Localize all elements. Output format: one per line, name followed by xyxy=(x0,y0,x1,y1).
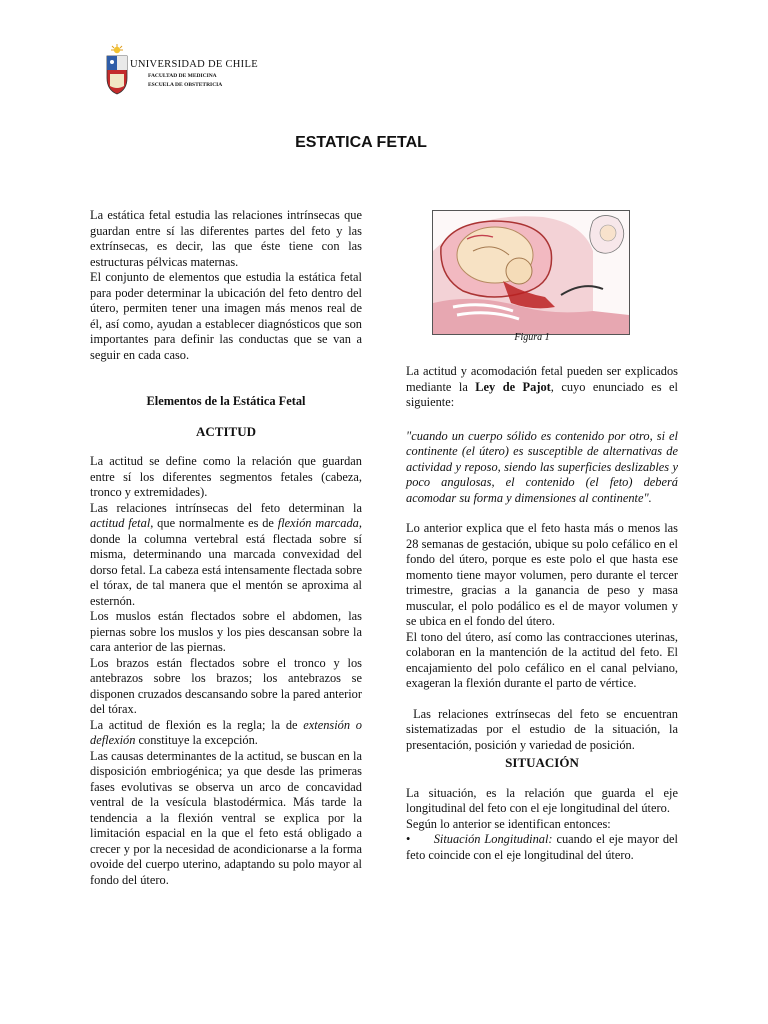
situacion-longitudinal-item xyxy=(406,832,678,863)
pajot-text-a: La actitud y acomodación fetal pueden ser explicados mediante la xyxy=(406,364,678,394)
school-name: ESCUELA DE OBSTETRICIA xyxy=(148,82,223,88)
actitud-2-text-c: , que normalmente es de xyxy=(150,516,278,530)
figure-caption: Figura 1 xyxy=(514,332,550,343)
elements-heading: Elementos de la Estática Fetal xyxy=(146,394,306,408)
tono-paragraph: El tono del útero, así como las contracciones uterinas, colaboran en la mantención de la actitud del feto. El encajamiento del polo cefálico en el canal pelviano, exageran la flexión durante el parto de vértice. xyxy=(406,629,678,690)
situacion-longitudinal-text: cuando el eje mayor del feto coincide con el eje longitudinal del útero. xyxy=(406,832,678,862)
situacion-paragraph-1: La situación, es la relación que guarda el eje longitudinal del feto con el eje longitudinal del útero. xyxy=(406,785,678,815)
intro-paragraph-2: El conjunto de elementos que estudia la estática fetal para poder determinar la ubicación del feto dentro del útero, permiten tener una imagen más menos real de él, así como, ayudan a establecer diagnósticos que son importantes para definir las conductas que se van a seguir en cada caso. xyxy=(90,270,362,362)
extension-deflexion-term: extensión o deflexión xyxy=(90,717,363,747)
faculty-name: FACULTAD DE MEDICINA xyxy=(148,73,217,79)
pajot-text-c: , cuyo enunciado es el siguiente: xyxy=(406,379,678,409)
actitud-paragraph-1: La actitud se define como la relación que guardan entre sí los diferentes segmentos fetales (cabeza, tronco y extremidades). xyxy=(90,454,362,499)
fetal-position-drawing xyxy=(433,211,629,334)
actitud-5-text-c: constituye la excepción. xyxy=(135,733,258,747)
ley-de-pajot-term: Ley de Pajot xyxy=(475,379,551,394)
intro-paragraph-1: La estática fetal estudia las relaciones intrínsecas que guardan entre sí las diferentes partes del feto y las extrínsecas, es decir, las que éste tiene con las estructuras pélvicas maternas. xyxy=(90,208,362,269)
university-logo-block xyxy=(104,44,264,96)
actitud-5-text-a: La actitud de flexión es la regla; la de xyxy=(90,717,304,732)
actitud-2-text-a: Las relaciones intrínsecas del feto determinan la xyxy=(90,500,362,515)
page-title: ESTATICA FETAL xyxy=(295,134,427,151)
actitud-2-text-e: donde la columna vertebral está flectada sobre sí misma, determinando una marcada convexidad del dorso fetal. La cabeza está intensamente flectada sobre el tórax, de tal manera que el mentón se aproxima al esternón. xyxy=(90,531,362,608)
actitud-fetal-term: actitud fetal xyxy=(90,516,151,530)
university-name: UNIVERSIDAD DE CHILE xyxy=(130,59,258,70)
bullet-icon: • xyxy=(406,832,411,846)
actitud-heading: ACTITUD xyxy=(196,423,256,439)
left-column xyxy=(90,208,362,888)
situacion-heading: SITUACIÓN xyxy=(505,755,579,770)
actitud-paragraph-2 xyxy=(90,501,362,610)
situacion-paragraph-2: Según lo anterior se identifican entonces: xyxy=(406,816,611,831)
university-crest-icon xyxy=(104,44,130,96)
flexion-marcada-term: flexión marcada, xyxy=(277,516,362,530)
actitud-paragraph-6: Las causas determinantes de la actitud, se buscan en la disposición embriogénica; ya que desde las primeras fases evolutivas se observa un arco de concavidad ventral de la vesícula blastodérmica. Más tarde la tendencia a la flexión ventral se explica por la limitación espacial en la que el feto está obligado a crecer y por la necesidad de acondicionarse a la forma ovoide del cuerpo uterino, adaptando su polo mayor al fondo del útero. xyxy=(90,748,362,887)
actitud-paragraph-5 xyxy=(90,718,362,749)
actitud-paragraph-3: Los muslos están flectados sobre el abdomen, las piernas sobre los muslos y los pies descansan sobre la cara anterior de las piernas. xyxy=(90,609,362,654)
pajot-quote: "cuando un cuerpo sólido es contenido por otro, si el continente (el útero) es susceptible de alternativas de actividad y reposo, siendo las superficies deslizables y poco angulosas, el contenido (el feto) deberá acomodar su forma y dimensiones al continente". xyxy=(406,428,678,505)
explica-paragraph: Lo anterior explica que el feto hasta más o menos las 28 semanas de gestación, ubique su polo cefálico en el fondo del útero, porque es este polo el que hasta ese momento tiene mayor volumen, pero durante el tercer trimestre, gracias a la ganancia de peso y masa muscular, el polo podálico es el de mayor volumen y se ubica en el fondo del útero. xyxy=(406,521,678,628)
actitud-paragraph-4: Los brazos están flectados sobre el tronco y los antebrazos sobre los brazos; los antebrazos se disponen cruzados descansando sobre la pared anterior del tórax. xyxy=(90,655,362,716)
figure-1-illustration xyxy=(432,210,630,335)
situacion-longitudinal-label: Situación Longitudinal: xyxy=(433,832,553,846)
extrinsecas-paragraph: Las relaciones extrínsecas del feto se encuentran sistematizadas por el estudio de la situación, la presentación, posición y variedad de posición. xyxy=(406,706,682,752)
pajot-paragraph xyxy=(406,364,678,411)
right-column xyxy=(406,364,682,863)
